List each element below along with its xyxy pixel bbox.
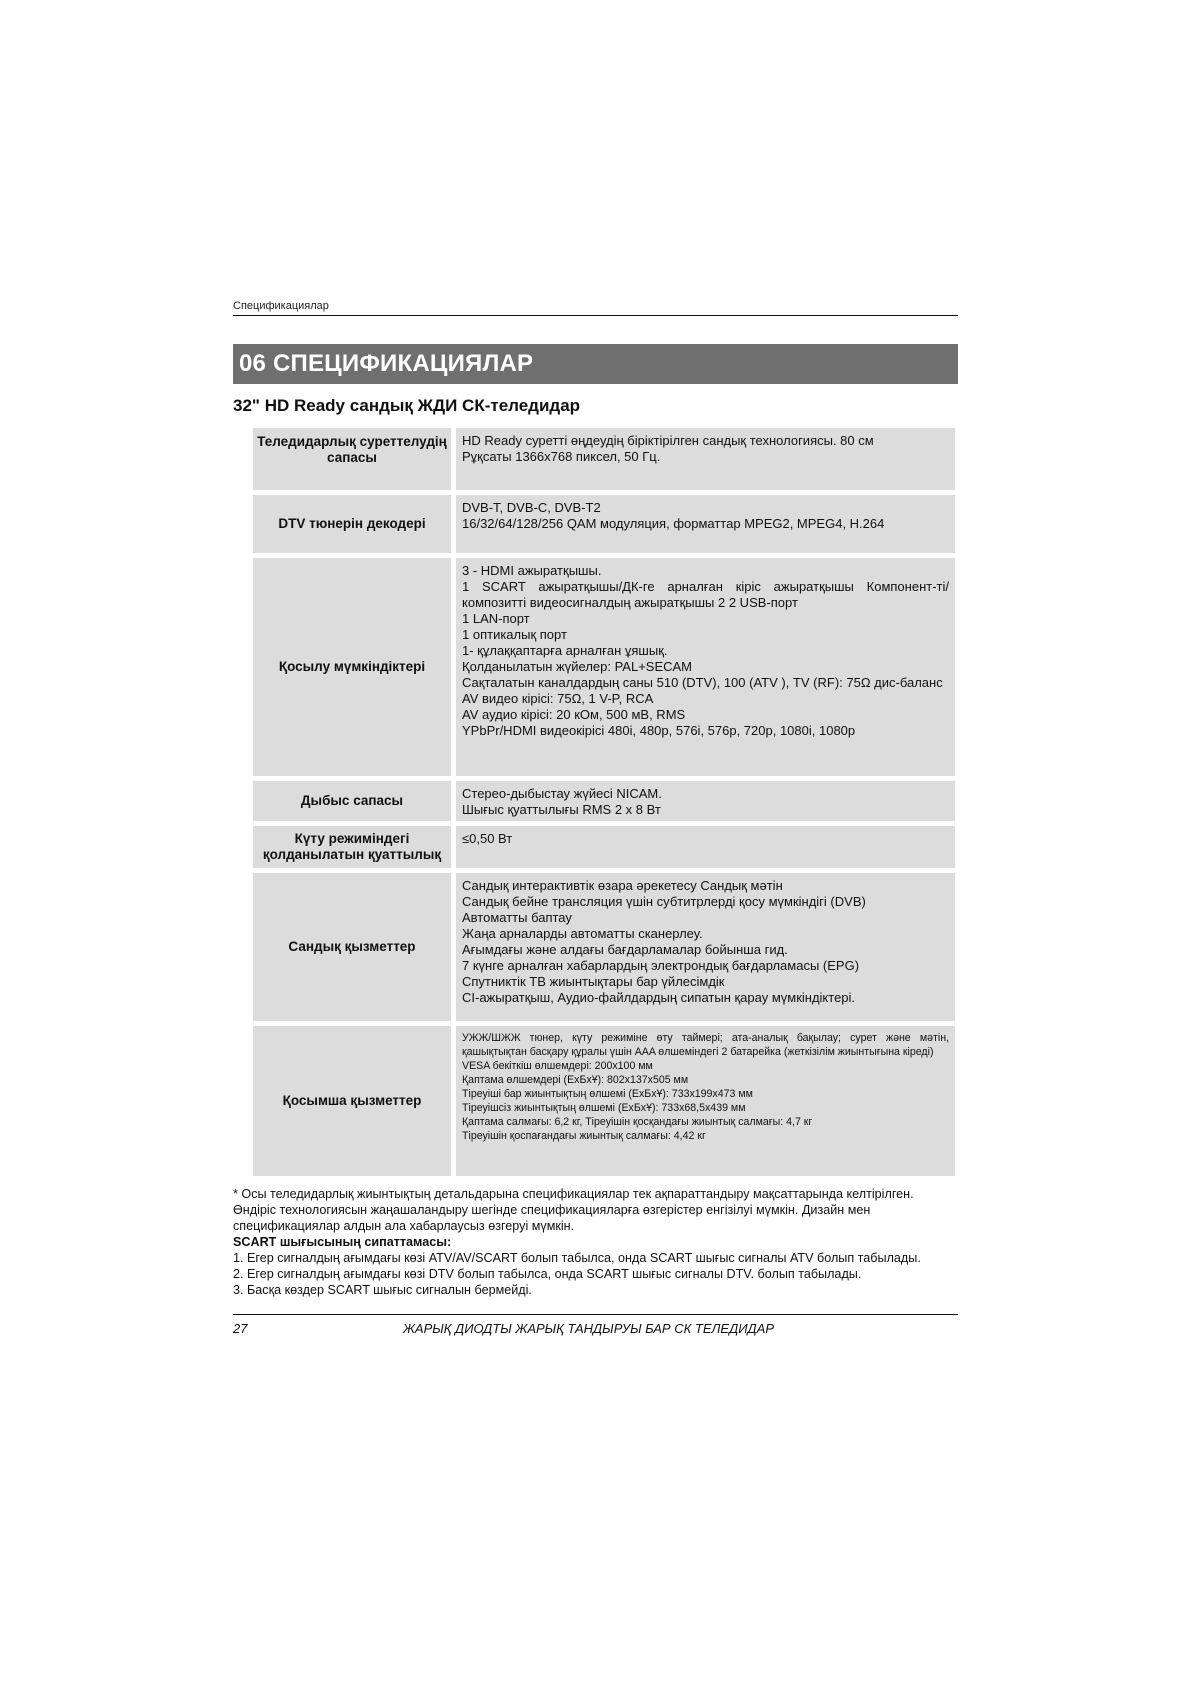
spec-line: Сандық бейне трансляция үшін субтитрлерді қосу мүмкіндігі (DVB)	[462, 894, 866, 909]
spec-line: 1- құлаққаптарға арналған ұяшық.	[462, 643, 668, 658]
spec-line: Қаптама салмағы: 6,2 кг, Тіреуішін қосқандағы жиынтық салмағы: 4,7 кг	[462, 1116, 813, 1128]
spec-row-standby-power	[253, 826, 955, 868]
spec-line: Тіреуіші бар жиынтықтың өлшемі (ЕxБxҰ): 733x199x473 мм	[462, 1088, 753, 1100]
spec-label: Сандық қызметтер	[253, 873, 451, 1021]
spec-line: AV аудио кірісі: 20 кОм, 500 мВ, RMS	[462, 707, 686, 722]
spec-line: УЖЖ/ШЖЖ тюнер, күту режиміне өту таймері; ата-аналық бақылау; сурет және мәтін, қашықтықтан басқару құралы үшін AAA өлшеміндегі 2 батарейка (жеткізілім жиынтығына кіреді)	[462, 1032, 949, 1058]
spec-line: YPbPr/HDMI видеокірісі 480i, 480p, 576i, 576p, 720p, 1080i, 1080p	[462, 723, 856, 738]
notes	[233, 1186, 958, 1298]
spec-row-digital-services	[253, 873, 955, 1021]
spec-line: Қаптама өлшемдері (ЕxБxҰ): 802x137x505 мм	[462, 1074, 689, 1086]
footer	[233, 1321, 958, 1341]
disclaimer: * Осы теледидарлық жиынтықтың детальдарына спецификациялар тек ақпараттандыру мақсаттарында келтірілген. Өндіріс технологиясын жаңашаландыру шегінде спецификацияларға өзгерістер енгізілуі мүмкін. Дизайн мен спецификациялар алдын ала хабарлаусыз өзгеруі мүмкін.	[233, 1187, 914, 1233]
spec-line: Жаңа арналарды автоматты сканерлеу.	[462, 926, 703, 941]
spec-row-connectivity	[253, 558, 955, 776]
spec-row-additional-services	[253, 1026, 955, 1176]
spec-value	[456, 1026, 955, 1176]
spec-line: Сандық интерактивтік өзара әрекетесу Сандық мәтін	[462, 878, 783, 893]
spec-line: Ағымдағы және алдағы бағдарламалар бойынша гид.	[462, 942, 788, 957]
spec-value	[456, 495, 955, 553]
scart-item: 3. Басқа көздер SCART шығыс сигналын бермейді.	[233, 1283, 532, 1297]
spec-value	[456, 781, 955, 821]
spec-line: HD Ready суретті өңдеудің біріктірілген сандық технологиясы. 80 см	[462, 433, 874, 448]
spec-line: 1 LAN-порт	[462, 611, 530, 626]
header-rule	[233, 315, 958, 316]
spec-line: DVB-T, DVB-C, DVB-T2	[462, 500, 601, 515]
footer-title: ЖАРЫҚ ДИОДТЫ ЖАРЫҚ ТАНДЫРУЫ БАР СК ТЕЛЕДИДАР	[403, 1321, 775, 1336]
spec-row-sound-quality	[253, 781, 955, 821]
spec-line: Тіреуішін қоспағандағы жиынтық салмағы: 4,42 кг	[462, 1130, 706, 1142]
page-number: 27	[233, 1321, 248, 1336]
scart-item: 2. Егер сигналдың ағымдағы көзі DTV болып табылса, онда SCART шығыс сигналы DTV. болып табылады.	[233, 1267, 862, 1281]
chapter-title-bar	[233, 344, 958, 384]
spec-line: Шығыс қуаттылығы RMS 2 x 8 Вт	[462, 802, 661, 817]
spec-line: Рұқсаты 1366x768 пиксел, 50 Гц.	[462, 449, 661, 464]
spec-line: Спутниктік ТВ жиынтықтары бар үйлесімдік	[462, 974, 725, 989]
spec-line: 7 күнге арналған хабарлардың электрондық бағдарламасы (EPG)	[462, 958, 860, 973]
chapter-title: 06 СПЕЦИФИКАЦИЯЛАР	[239, 350, 534, 377]
spec-line: Автоматты баптау	[462, 910, 572, 925]
spec-line: CI-ажыратқыш, Аудио-файлдардың сипатын қарау мүмкіндіктері.	[462, 990, 856, 1005]
spec-value	[456, 873, 955, 1021]
spec-line: 16/32/64/128/256 QAM модуляция, форматтар MPEG2, MPEG4, H.264	[462, 516, 885, 531]
spec-line: 3 - HDMI ажыратқышы.	[462, 563, 602, 578]
spec-line: 1 оптикалық порт	[462, 627, 567, 642]
spec-label: DTV тюнерін декодері	[253, 495, 451, 553]
spec-line: AV видео кірісі: 75Ω, 1 V-P, RCA	[462, 691, 654, 706]
spec-line: Сақталатын каналдардың саны 510 (DTV), 100 (ATV ), TV (RF): 75Ω дис-баланс	[462, 675, 943, 690]
scart-item: 1. Егер сигналдың ағымдағы көзі ATV/AV/SCART болып табылса, онда SCART шығыс сигналы ATV болып табылады.	[233, 1251, 921, 1265]
spec-value	[456, 826, 955, 868]
spec-value	[456, 558, 955, 776]
spec-label: Дыбыс сапасы	[253, 781, 451, 821]
spec-line: Тіреуішсіз жиынтықтың өлшемі (ЕxБxҰ): 733x68,5x439 мм	[462, 1102, 746, 1114]
spec-row-picture-quality	[253, 428, 955, 490]
product-subtitle: 32" HD Ready сандық ЖДИ СК-теледидар	[233, 396, 581, 415]
spec-line: 1 SCART ажыратқышы/ДК-ге арналған кіріс ажыратқышы Компонент-ті/композитті видеосигналдың ажыратқышы 2 2 USB-порт	[462, 579, 949, 610]
spec-line: ≤0,50 Вт	[462, 831, 513, 846]
spec-label: Қосылу мүмкіндіктері	[253, 558, 451, 776]
spec-line: Стерео-дыбыстау жүйесі NICAM.	[462, 786, 662, 801]
spec-value	[456, 428, 955, 490]
spec-table	[253, 428, 955, 1176]
scart-heading: SCART шығысының сипаттамасы:	[233, 1235, 452, 1249]
spec-label: Теледидарлық суреттелудің сапасы	[253, 428, 451, 490]
spec-line: Қолданылатын жүйелер: PAL+SECAM	[462, 659, 693, 674]
spec-row-dtv-tuner	[253, 495, 955, 553]
spec-label: Қосымша қызметтер	[253, 1026, 451, 1176]
running-head: Спецификациялар	[233, 300, 329, 312]
page	[233, 300, 958, 1341]
spec-line: VESA бекіткіш өлшемдері: 200x100 мм	[462, 1060, 653, 1072]
footer-rule	[233, 1314, 958, 1315]
spec-label: Күту режиміндегі қолданылатын қуаттылық	[253, 826, 451, 868]
